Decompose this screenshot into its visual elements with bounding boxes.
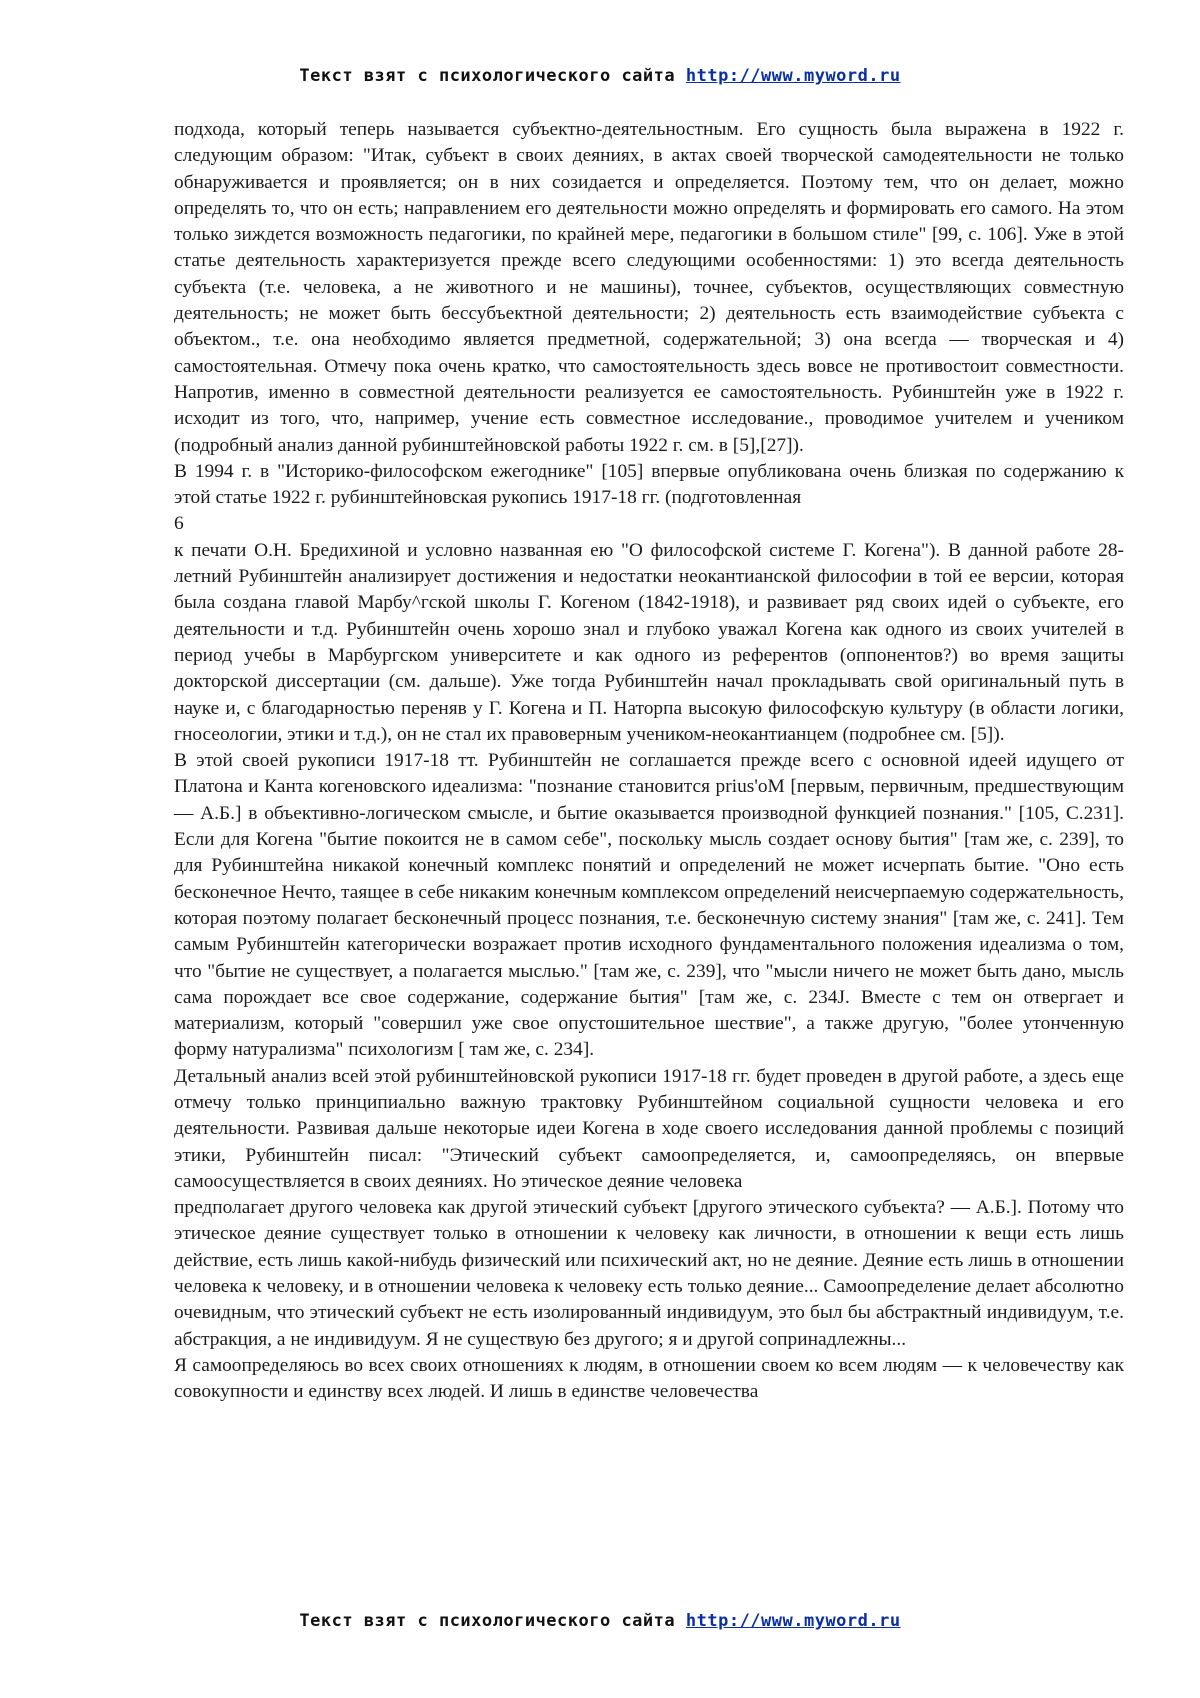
paragraph: предполагает другого человека как другой этический субъект [другого этического субъекта? — А.Б.]. Потому что этическое деяние существует только в отношении к человеку как личности, в отношении к вещи есть лишь действие, есть лишь какой-нибудь физический или психический акт, но не деяние. Деяние есть лишь в отношении человека к человеку, и в отношении человека к человеку есть только деяние... Самоопределение делает абсолютно очевидным, что этический субъект не есть изолированный индивидуум, это был бы абстрактный индивидуум, т.е. абстракция, а не индивидуум. Я не существую без другого; я и другой сопринадлежны... [174,1197,1124,1350]
footer-source-text: Текст взят с психологического сайта [299,1611,676,1631]
page-footer [0,1611,1200,1631]
page-header [0,66,1200,86]
paragraph: В 1994 г. в "Историко-философском ежегоднике" [105] впервые опубликована очень близкая по содержанию к этой статье 1922 г. рубинштейновская рукопись 1917-18 гг. (подготовленная [174,460,1124,509]
paragraph: В этой своей рукописи 1917-18 тт. Рубинштейн не соглашается прежде всего с основной идеей идущего от Платона и Канта когеновского идеализма: "познание становится prius'oM [первым, первичным, предшествующим — А.Б.] в объективно-логическом смысле, и бытие оказывается производной функцией познания." [105, С.231]. Если для Когена "бытие покоится не в самом себе", поскольку мысль создает основу бытия" [там же, с. 239], то для Рубинштейна никакой конечный комплекс понятий и определений не может исчерпать бытие. "Оно есть бесконечное Нечто, таящее в себе никаким конечным комплексом определений неисчерпаемую содержательность, которая поэтому полагает бесконечный процесс познания, т.е. бесконечную систему знания" [там же, с. 241]. Тем самым Рубинштейн категорически возражает против исходного фундаментального положения идеализма о том, что "бытие не существует, а полагается мыслью." [там же, с. 239], что "мысли ничего не может быть дано, мысль сама порождает все свое содержание, содержание бытия" [там же, с. 234J. Вместе с тем он отвергает и материализм, который "совершил уже свое опустошительное шествие", а также другую, "более утонченную форму натурализма" психологизм [ там же, с. 234]. [174,750,1124,1061]
header-source-text: Текст взят с психологического сайта [299,66,676,86]
paragraph: Детальный анализ всей этой рубинштейновской рукописи 1917-18 гг. будет проведен в другой работе, а здесь еще отмечу только принципиально важную трактовку Рубинштейном социальной сущности человека и его деятельности. Развивая дальше некоторые идеи Когена в ходе своего исследования данной проблемы с позиций этики, Рубинштейн писал: "Этический субъект самоопределяется, и, самоопределяясь, он впервые самоосуществляется в своих деяниях. Но этическое деяние человека [174,1065,1124,1192]
paragraph: подхода, который теперь называется субъектно-деятельностным. Его сущность была выражена в 1922 г. следующим образом: "Итак, субъект в своих деяниях, в актах своей творческой самодеятельности не только обнаруживается и проявляется; он в них созидается и определяется. Поэтому тем, что он делает, можно определять то, что он есть; направлением его деятельности можно определять и формировать его самого. На этом только зиждется возможность педагогики, по крайней мере, педагогики в большом стиле" [99, с. 106]. Уже в этой статье деятельность характеризуется прежде всего следующими особенностями: 1) это всегда деятельность субъекта (т.е. человека, а не животного и не машины), точнее, субъектов, осуществляющих совместную деятельность; не может быть бессубъектной деятельности; 2) деятельность есть взаимодействие субъекта с объектом., т.е. она необходимо является предметной, содержательной; 3) она всегда — творческая и 4) самостоятельная. Отмечу пока очень кратко, что самостоятельность здесь вовсе не противостоит совместности. Напротив, именно в совместной деятельности реализуется ее самостоятельность. Рубинштейн уже в 1922 г. исходит из того, что, например, учение есть совместное исследование., проводимое учителем и учеником (подробный анализ данной рубинштейновской работы 1922 г. см. в [5],[27]). [174,119,1124,456]
paragraph: к печати О.Н. Бредихиной и условно названная ею "О философской системе Г. Когена"). В данной работе 28-летний Рубинштейн анализирует достижения и недостатки неокантианской философии в той ее версии, которая была создана главой Марбу^гской школы Г. Когеном (1842-1918), и развивает ряд своих идей о субъекте, его деятельности и т.д. Рубинштейн очень хорошо знал и глубоко уважал Когена как одного из своих учителей в период учебы в Марбургском университете и как одного из референтов (оппонентов?) во время защиты докторской диссертации (см. дальше). Уже тогда Рубинштейн начал прокладывать свой оригинальный путь в науке и, с благодарностью переняв у Г. Когена и П. Наторпа высокую философскую культуру (в области логики, гносеологии, этики и т.д.), он не стал их правоверным учеником-неокантианцем (подробнее см. [5]). [174,539,1124,745]
page-number: 6 [174,513,184,535]
footer-site-link[interactable]: http://www.myword.ru [685,1611,901,1631]
header-site-link[interactable]: http://www.myword.ru [685,66,901,86]
document-body [174,117,1124,1406]
paragraph: Я самоопределяюсь во всех своих отношениях к людям, в отношении своем ко всем людям — к человечеству как совокупности и единству всех людей. И лишь в единстве человечества [174,1354,1124,1403]
